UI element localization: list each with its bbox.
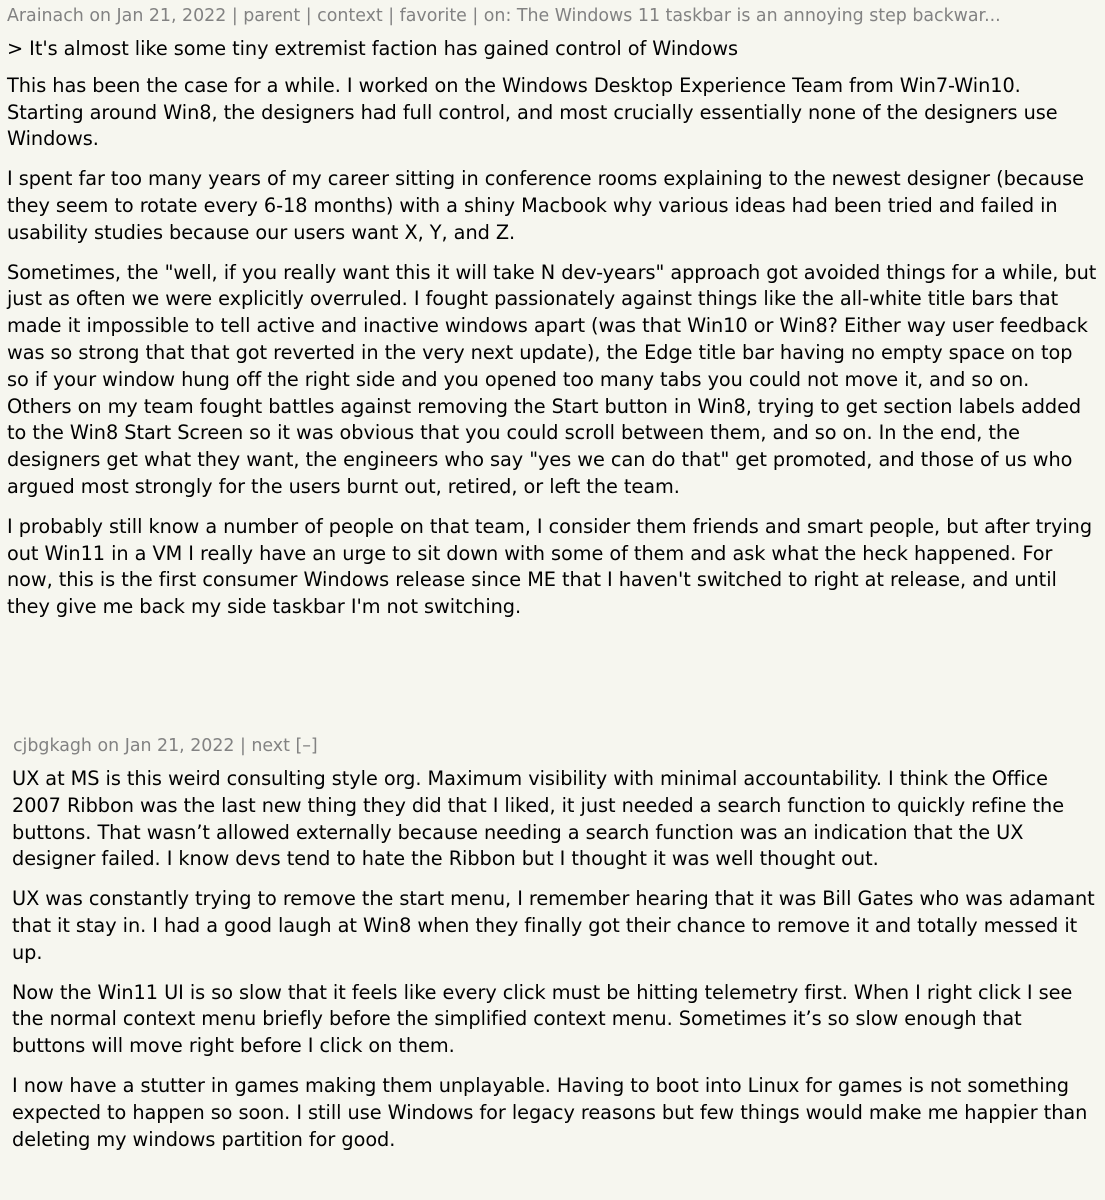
separator: | — [305, 6, 312, 26]
separator: | — [388, 6, 395, 26]
separator: | — [231, 6, 238, 26]
comment-paragraph: Sometimes, the "well, if you really want this it will take N dev-years" approach got avoided things for a while, but just as often we were explicitly overruled. I fought passionately against things like the all-white title bars that made it impossible to tell active and inactive windows apart (was that Win10 or Win8? Either way user feedback was so strong that that got reverted in the very next update), the Edge title bar having no empty space on top so if your window hung off the right side and you opened too many tabs you could not move it, and so on. Others on my team fought battles against removing the Start button in Win8, trying to get section labels added to the Win8 Start Screen so it was obvious that you could scroll between them, and so on. In the end, the designers get what they want, the engineers who say "yes we can do that" get promoted, and those of us who argued most strongly for the users burnt out, retired, or left the team. — [7, 260, 1097, 498]
story-title-link[interactable]: The Windows 11 taskbar is an annoying step backwar... — [516, 6, 1001, 26]
next-link[interactable]: next — [251, 736, 290, 756]
comment-body — [12, 766, 1097, 1153]
comment-header — [0, 0, 1105, 27]
comment-paragraph: Now the Win11 UI is so slow that it feels like every click must be hitting telemetry first. When I right click I see the normal context menu briefly before the simplified context menu. Sometimes it’s so slow enough that buttons will move right before I click on them. — [12, 980, 1073, 1058]
comment-header — [0, 732, 1105, 757]
comment-date[interactable]: on Jan 21, 2022 — [89, 6, 227, 26]
comment-quote: > It's almost like some tiny extremist faction has gained control of Windows — [7, 37, 738, 60]
comment-author-link[interactable]: cjbgkagh — [13, 736, 92, 756]
comment-date[interactable]: on Jan 21, 2022 — [97, 736, 235, 756]
parent-link[interactable]: parent — [243, 6, 301, 26]
comment-paragraph: I now have a stutter in games making them unplayable. Having to boot into Linux for games is not something expected to happen so soon. I still use Windows for legacy reasons but few things would make me happier than deleting my windows partition for good. — [12, 1073, 1088, 1151]
comment-paragraph: I probably still know a number of people on that team, I consider them friends and smart people, but after trying out Win11 in a VM I really have an urge to sit down with some of them and ask what the heck happened. For now, this is the first consumer Windows release since ME that I haven't switched to right at release, and until they give me back my side taskbar I'm not switching. — [7, 514, 1093, 619]
comment-body — [7, 36, 1097, 621]
comment-paragraph: This has been the case for a while. I worked on the Windows Desktop Experience Team from Win7-Win10. Starting around Win8, the designers had full control, and most crucially essentially none of the designers use Windows. — [7, 73, 1058, 151]
context-link[interactable]: context — [317, 6, 383, 26]
comment-paragraph: I spent far too many years of my career sitting in conference rooms explaining to the newest designer (because they seem to rotate every 6-18 months) with a shiny Macbook why various ideas had been tried and failed in usability studies because our users want X, Y, and Z. — [7, 167, 1084, 244]
collapse-toggle[interactable]: [–] — [295, 736, 318, 756]
separator: | — [472, 6, 479, 26]
comment-paragraph: UX at MS is this weird consulting style org. Maximum visibility with minimal accountability. I think the Office 2007 Ribbon was the last new thing they did that I liked, it just needed a search function to quickly refine the buttons. That wasn’t allowed externally because needing a search function was an indication that the UX designer failed. I know devs tend to hate the Ribbon but I thought it was well thought out. — [12, 767, 1065, 871]
comment-cjbgkagh — [0, 732, 1105, 1153]
favorite-link[interactable]: favorite — [399, 6, 467, 26]
on-prefix: on: — [483, 6, 512, 26]
separator: | — [240, 736, 246, 756]
comment-paragraph: UX was constantly trying to remove the start menu, I remember hearing that it was Bill Gates who was adamant that it stay in. I had a good laugh at Win8 when they finally got their chance to remove it and totally messed it up. — [12, 887, 1095, 964]
comment-author-link[interactable]: Arainach — [7, 6, 84, 26]
